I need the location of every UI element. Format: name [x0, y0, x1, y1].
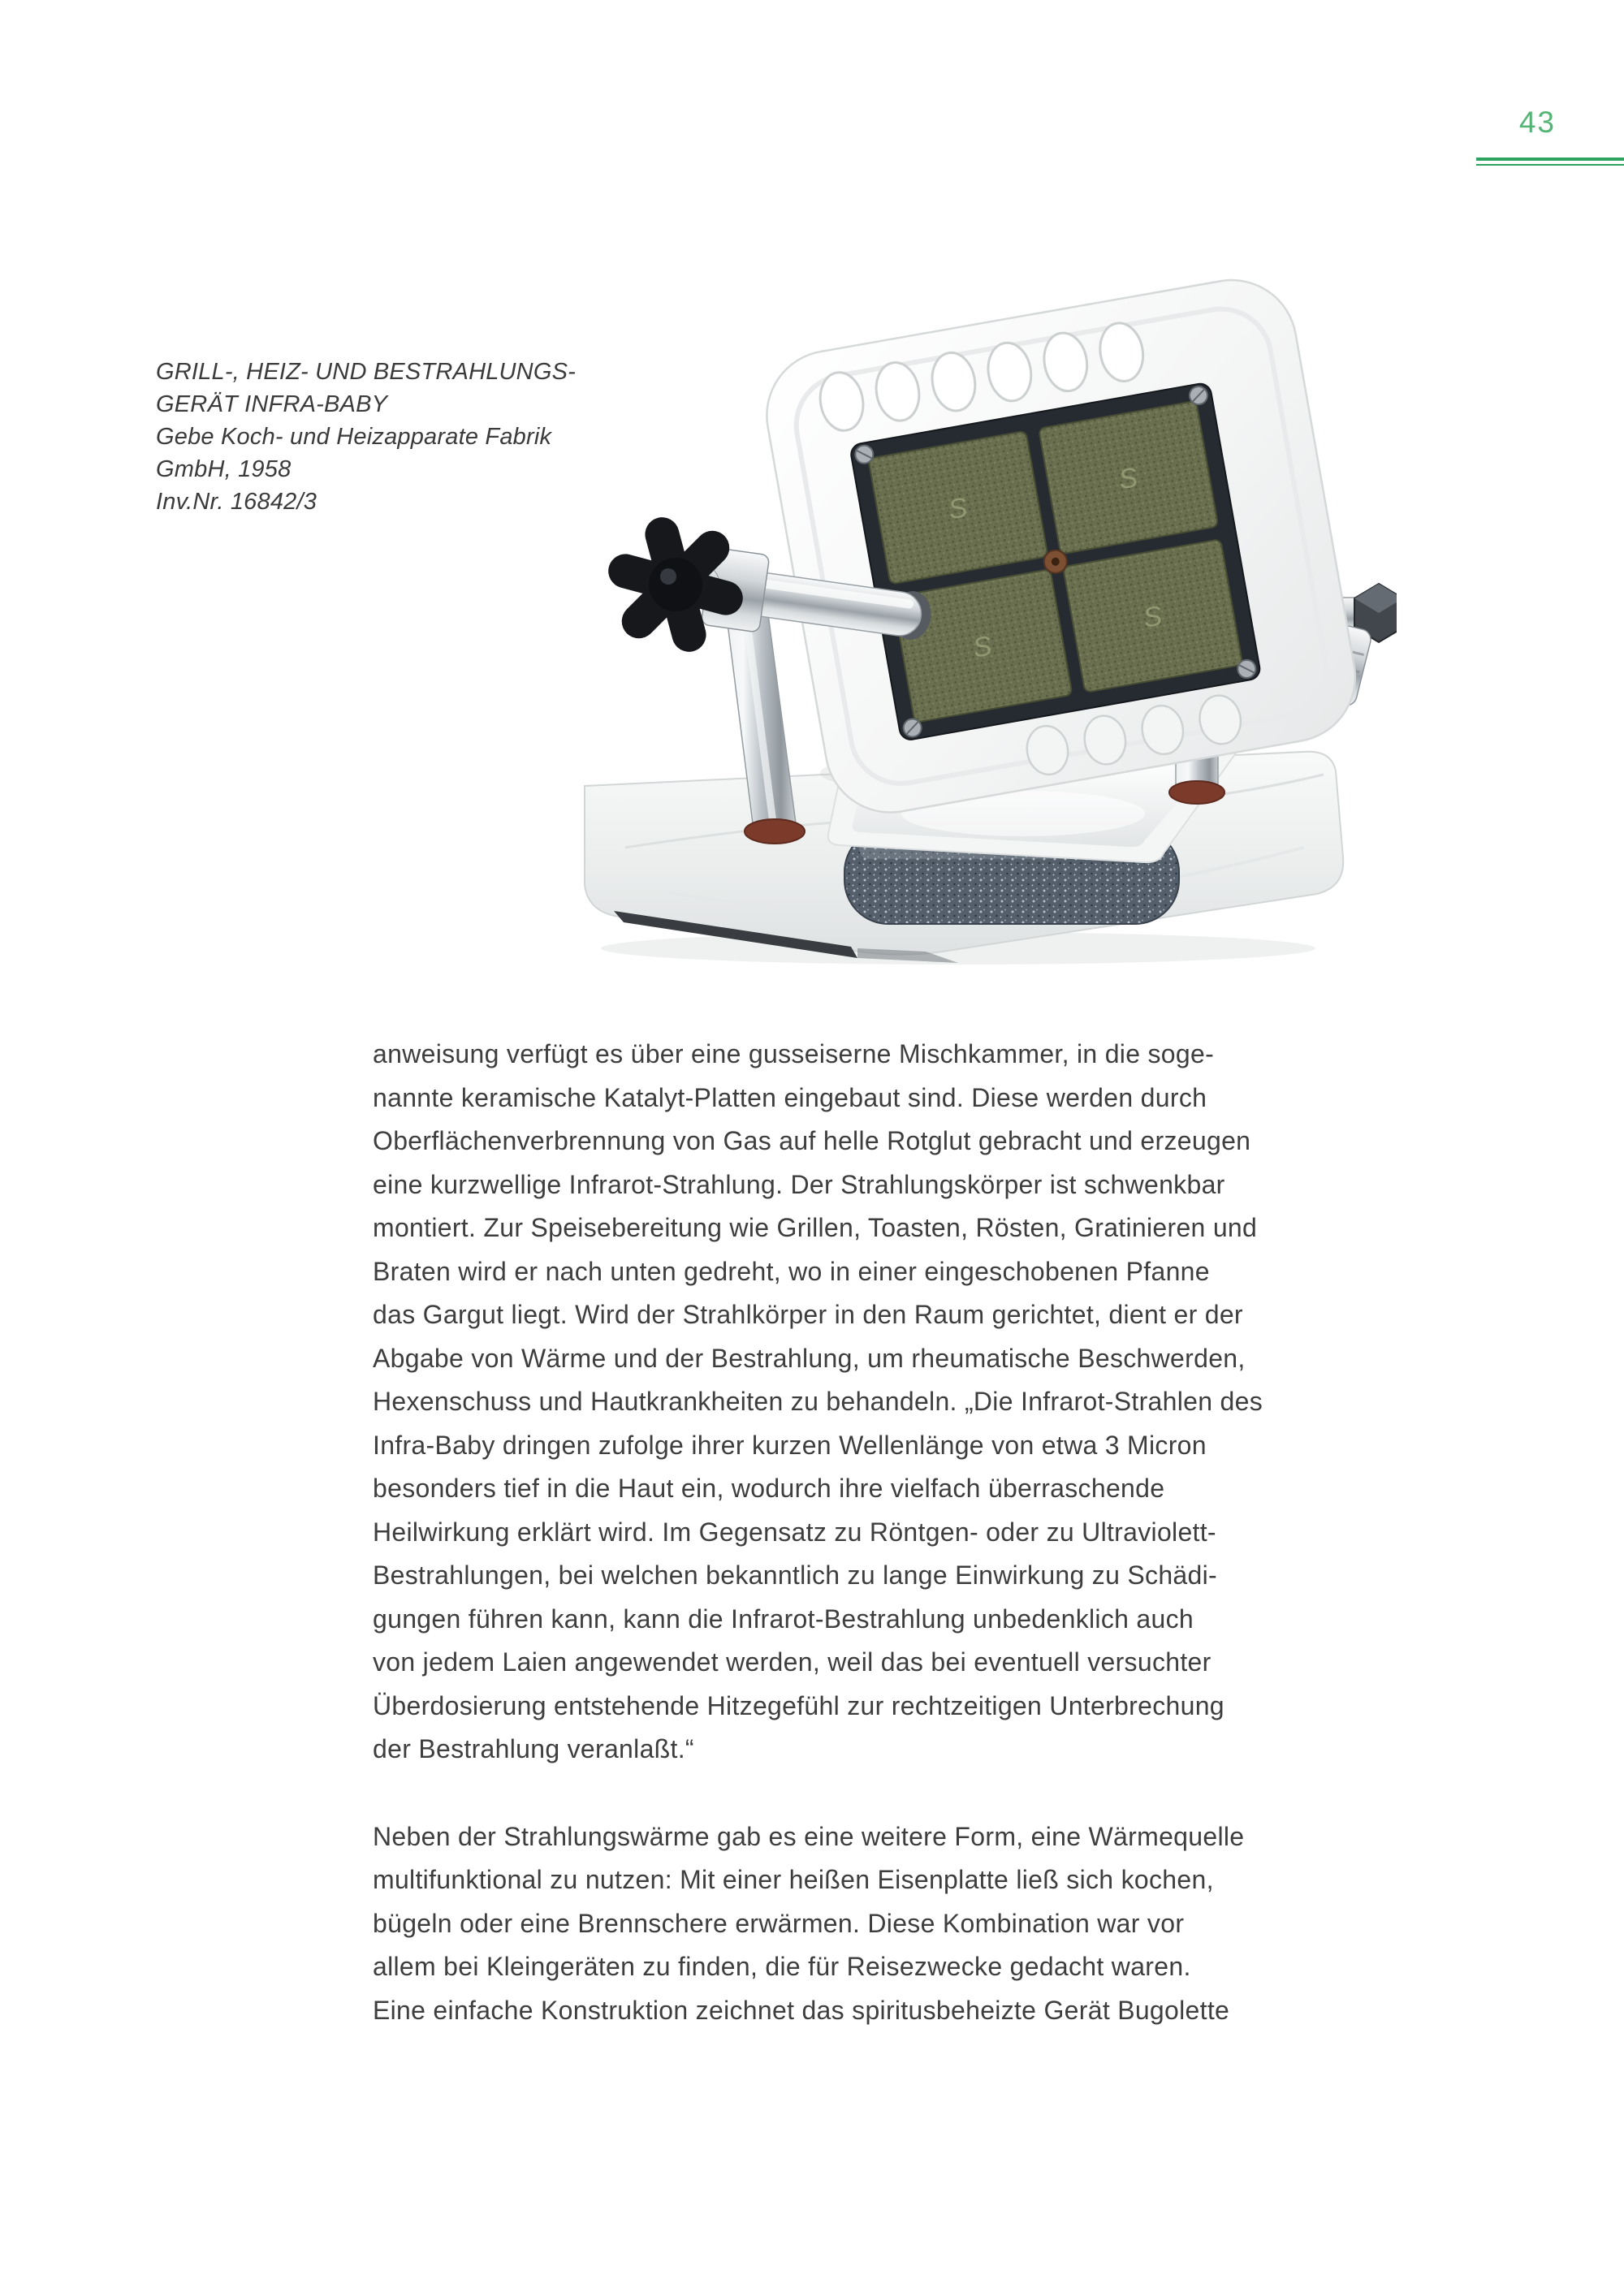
body-line: Oberflächenverbrennung von Gas auf helle Rotglut gebracht und erzeugen: [373, 1126, 1251, 1155]
device-gasket-right: [1169, 781, 1224, 804]
body-line: Überdosierung entstehende Hitzegefühl zur rechtzeitigen Unterbrechung: [373, 1690, 1224, 1720]
page-number: 43: [1518, 106, 1556, 139]
body-line: bügeln oder eine Brennschere erwärmen. Diese Kombination war vor: [373, 1908, 1185, 1938]
svg-text:S: S: [1116, 461, 1140, 496]
body-line: anweisung verfügt es über eine gusseiserne Mischkammer, in die soge-: [373, 1039, 1215, 1068]
body-line: der Bestrahlung veranlaßt.“: [373, 1734, 694, 1763]
body-line: Infra-Baby dringen zufolge ihrer kurzen Wellenlänge von etwa 3 Micron: [373, 1430, 1207, 1460]
body-line: Hexenschuss und Hautkrankheiten zu behandeln. „Die Infrarot-Strahlen des: [373, 1387, 1263, 1416]
body-line: allem bei Kleingeräten zu finden, die für Reisezwecke gedacht waren.: [373, 1952, 1191, 1981]
body-line: das Gargut liegt. Wird der Strahlkörper in den Raum gerichtet, dient er der: [373, 1300, 1243, 1329]
page-rule: [1476, 158, 1624, 166]
body-line: Heilwirkung erklärt wird. Im Gegensatz zu Röntgen- oder zu Ultraviolett-: [373, 1517, 1216, 1547]
body-line: nannte keramische Katalyt-Platten eingebaut sind. Diese werden durch: [373, 1082, 1207, 1112]
body-line: Neben der Strahlungswärme gab es eine weitere Form, eine Wärmequelle: [373, 1821, 1245, 1851]
body-line: besonders tief in die Haut ein, wodurch ihre vielfach überraschende: [373, 1474, 1165, 1503]
caption-line-title-2: GERÄT INFRA-BABY: [156, 391, 388, 417]
body-line: Eine einfache Konstruktion zeichnet das spiritusbeheizte Gerät Bugolette: [373, 1995, 1230, 2025]
caption-line-year: GmbH, 1958: [156, 456, 292, 482]
device-photo: [503, 244, 1397, 974]
paragraph-2: [373, 1815, 1263, 2033]
svg-text:S: S: [1141, 600, 1164, 634]
device-head: [757, 270, 1366, 822]
body-text: [373, 1033, 1263, 2032]
caption-line-inventory-number: Inv.Nr. 16842/3: [156, 489, 317, 515]
device-gasket-left: [745, 819, 805, 844]
body-line: multifunktional zu nutzen: Mit einer heißen Eisenplatte ließ sich kochen,: [373, 1865, 1214, 1894]
device-star-knob: [604, 513, 746, 655]
caption-line-maker: Gebe Koch- und Heizapparate Fabrik: [156, 424, 552, 450]
svg-text:S: S: [970, 630, 995, 664]
caption-line-title-1: GRILL-, HEIZ- UND BESTRAHLUNGS-: [156, 359, 576, 385]
body-line: Abgabe von Wärme und der Bestrahlung, um rheumatische Beschwerden,: [373, 1343, 1246, 1373]
body-line: Bestrahlungen, bei welchen bekanntlich zu lange Einwirkung zu Schädi-: [373, 1560, 1217, 1590]
body-line: gungen führen kann, kann die Infrarot-Bestrahlung unbedenklich auch: [373, 1604, 1194, 1634]
body-line: von jedem Laien angewendet werden, weil das bei eventuell versuchter: [373, 1647, 1212, 1677]
paragraph-1: [373, 1033, 1263, 1772]
body-line: Braten wird er nach unten gedreht, wo in einer eingeschobenen Pfanne: [373, 1256, 1210, 1286]
body-line: eine kurzwellige Infrarot-Strahlung. Der Strahlungskörper ist schwenkbar: [373, 1169, 1225, 1199]
body-line: montiert. Zur Speisebereitung wie Grillen, Toasten, Rösten, Gratinieren und: [373, 1213, 1258, 1242]
svg-text:S: S: [946, 491, 970, 526]
